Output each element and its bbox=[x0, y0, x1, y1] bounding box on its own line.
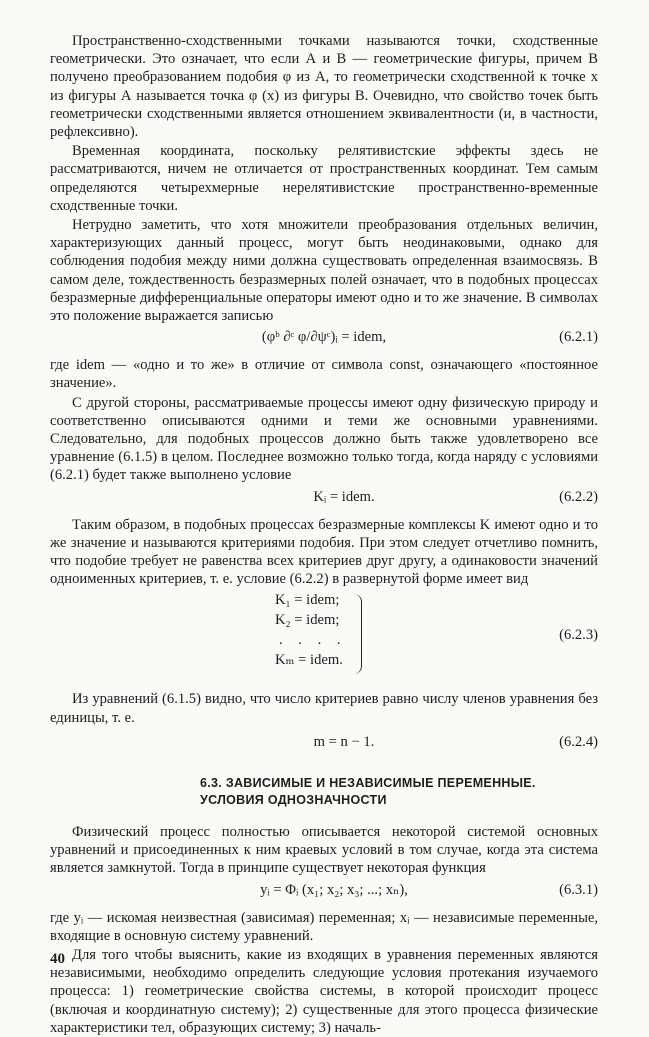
equation-line: Kₘ = idem. bbox=[275, 652, 343, 669]
paragraph: Пространственно-сходственными точками называются точки, сходственные геометрически. Это означает, что если А и В — геометрические фигуры, причем В получено преобразованием подобия φ из А, то геометрически сходственной к точке x из фигуры А называется точка φ (x) из фигуры В. Очевидно, что свойство точек быть геометрически сходственными является отношением эквивалентности (и, в частности, рефлексивно). bbox=[50, 33, 598, 141]
paragraph: где idem — «одно и то же» в отличие от символа const, означающего «постоянное значение». bbox=[50, 357, 598, 392]
paragraph: Таким образом, в подобных процессах безразмерные комплексы K имеют одно и то же значение и называются критериями подобия. При этом следует отчетливо помнить, что подобие требует не равенства всех критериев друг другу, а одинаковости значений одноименных критериев, т. е. условие (6.2.2) в развернутой форме имеет вид bbox=[50, 516, 598, 588]
heading-line: 6.3. ЗАВИСИМЫЕ И НЕЗАВИСИМЫЕ ПЕРЕМЕННЫЕ. bbox=[200, 775, 536, 790]
formula-number: (6.2.3) bbox=[559, 627, 598, 644]
paragraph: Нетрудно заметить, что хотя множители преобразования отдельных величин, характеризующих данный процесс, могут быть неодинаковыми, однако для соблюдения подобия между ними должна существовать определенная взаимосвязь. В самом деле, тождественность безразмерных полей означает, что в подобных процессах безразмерные дифференциальные операторы имеют одно и то же значение. В символах это положение выражается записью bbox=[50, 217, 598, 325]
formula-expression: m = n − 1. bbox=[313, 733, 375, 750]
formula-6-2-2 bbox=[50, 488, 598, 510]
formula-expression: yᵢ = Φᵢ (x₁; x₂; x₃; ...; xₙ), bbox=[260, 881, 408, 898]
formula-6-3-1 bbox=[50, 881, 598, 903]
section-heading bbox=[50, 775, 598, 809]
equation-ellipsis: . . . . bbox=[279, 632, 347, 649]
right-brace-icon bbox=[353, 594, 362, 674]
formula-expression: Kᵢ = idem. bbox=[313, 488, 375, 505]
paragraph: где yᵢ — искомая неизвестная (зависимая) переменная; xᵢ — независимые переменные, входящие в основную систему уравнений. bbox=[50, 909, 598, 944]
formula-number: (6.2.2) bbox=[559, 488, 598, 505]
page-number: 40 bbox=[50, 951, 65, 967]
equation-line: K₂ = idem; bbox=[275, 612, 340, 629]
equation-line: K₁ = idem; bbox=[275, 592, 340, 609]
heading-line: УСЛОВИЯ ОДНОЗНАЧНОСТИ bbox=[200, 792, 387, 807]
formula-number: (6.2.4) bbox=[559, 733, 598, 750]
paragraph: Из уравнений (6.1.5) видно, что число критериев равно числу членов уравнения без единицы, т. е. bbox=[50, 691, 598, 726]
formula-number: (6.2.1) bbox=[559, 329, 598, 346]
paragraph: Временная координата, поскольку релятивистские эффекты здесь не рассматриваются, ничем не отличается от пространственных координат. Тем самым определяются четырехмерные нерелятивистские пространственно-временные сходственные точки. bbox=[50, 143, 598, 214]
paragraph: Физический процесс полностью описывается некоторой системой основных уравнений и присоединенных к ним краевых условий в том случае, когда эта система является замкнутой. Тогда в принципе существует некоторая функция bbox=[50, 823, 598, 877]
formula-6-2-1 bbox=[50, 328, 598, 350]
formula-6-2-4 bbox=[50, 733, 598, 755]
paragraph: С другой стороны, рассматриваемые процессы имеют одну физическую природу и соответственно описываются одними и теми же основными уравнениями. Следовательно, для подобных процессов должно быть также удовлетворено все уравнение (6.1.5) в целом. Последнее возможно только тогда, когда наряду с условиями (6.2.1) будет также выполнено условие bbox=[50, 394, 598, 484]
formula-6-2-3 bbox=[50, 590, 598, 682]
equation-system bbox=[275, 590, 347, 670]
formula-number: (6.3.1) bbox=[559, 881, 598, 898]
page-body bbox=[50, 32, 598, 1037]
paragraph: Для того чтобы выяснить, какие из входящих в уравнения переменных являются независимыми, необходимо определить следующие условия протекания изучаемого процесса: 1) геометрические свойства системы, в которой происходит процесс (включая и координатную систему); 2) существенные для этого процесса физические характеристики тел, образующих систему; 3) началь- bbox=[50, 946, 598, 1036]
formula-expression: (φᵇ ∂ᶜ φ/∂ψᶜ)ᵢ = idem, bbox=[261, 329, 387, 346]
